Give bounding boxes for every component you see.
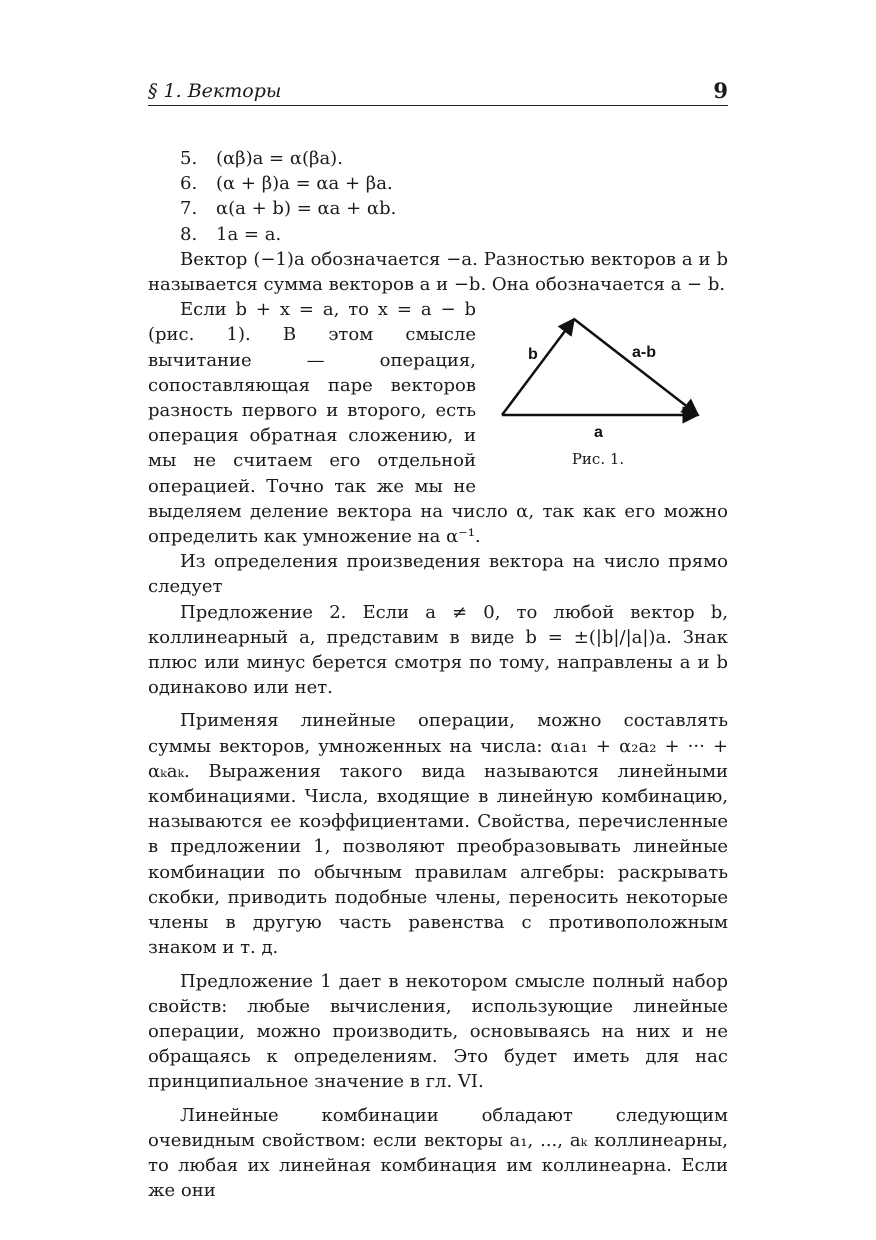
page-number: 9 — [713, 78, 728, 103]
paragraph: Вектор (−1)a обозначается −a. Разностью векторов a и b называется сумма векторов a и −b. Она обозначается a − b. — [148, 248, 728, 296]
section-title: § 1. Векторы — [148, 80, 282, 102]
list-item: 5. (αβ)a = α(βa). — [180, 148, 343, 169]
figure-caption: Рис. 1. — [571, 450, 625, 469]
label-b: b — [528, 346, 538, 364]
running-header — [148, 78, 728, 106]
paragraph: Применяя линейные операции, можно составлять суммы векторов, умноженных на числа: α₁a₁ + α₂a₂ + ··· + αₖaₖ. Выражения такого вида называются линейными комбинациями. Числа, входящие в линейную комбинацию, называются ее коэффициентами. Свойства, перечисленные в предложении 1, позволяют преобразовывать линейные комбинации по обычным правилам алгебры: раскрывать скобки, приводить подобные члены, переносить некоторые члены в другую часть равенства с противоположным знаком и т. д. — [148, 710, 728, 959]
figure-1 — [498, 303, 728, 473]
paragraph: Если b + x = a, то x = a − b (рис. 1). В этом смысле вычитание — операция, сопоставляющая паре векторов разность первого и второго, есть операция обратная сложению, и мы не считаем его отдельной операцией. Точно так же мы не выделяем деление вектора на число α, так как его можно определить как умножение на α⁻¹. — [148, 299, 728, 548]
vector-b — [502, 319, 574, 415]
list-item: 8. 1a = a. — [180, 223, 282, 245]
vector-triangle-diagram — [498, 303, 728, 453]
book-page — [148, 0, 728, 1240]
page-body — [148, 146, 728, 1203]
label-a-minus-b: a-b — [632, 344, 656, 362]
paragraph: Предложение 1 дает в некотором смысле полный набор свойств: любые вычисления, использующие линейные операции, можно производить, основываясь на них и не обращаясь к определениям. Это будет иметь для нас принципиальное значение в гл. VI. — [148, 970, 728, 1093]
list-item: 6. (α + β)a = αa + βa. — [180, 173, 393, 195]
header-rule — [148, 105, 728, 106]
paragraph: Из определения произведения вектора на число прямо следует — [148, 551, 728, 598]
label-a: a — [594, 424, 603, 442]
vector-a-minus-b — [574, 319, 698, 415]
list-item: 7. α(a + b) = αa + αb. — [180, 198, 397, 220]
proposition-2: Предложение 2. Если a ≠ 0, то любой вектор b, коллинеарный a, представим в виде b = ±(|b|/|a|)a. Знак плюс или минус берется смотря по тому, направлены a и b одинаково или нет. — [148, 601, 728, 699]
paragraph: Линейные комбинации обладают следующим очевидным свойством: если векторы a₁, ..., aₖ коллинеарны, то любая их линейная комбинация им коллинеарна. Если же они — [148, 1104, 728, 1202]
